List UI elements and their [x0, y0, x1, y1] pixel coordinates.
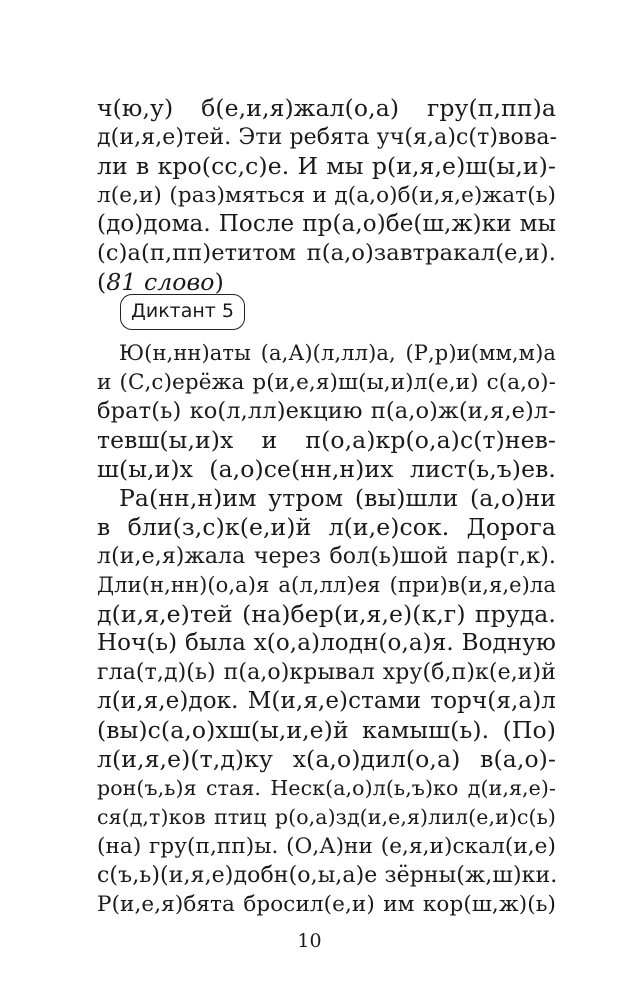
- text-line: Ра(нн,н)им утром (вы)шли (а,о)ни: [119, 484, 556, 512]
- text-line: рон(ъ,ь)я стая. Неск(а,о)л(ь,ъ)ко д(и,я,е)-: [97, 776, 556, 800]
- word-count-line: [97, 268, 556, 297]
- text-line: (на) гру(п,пп)ы. (О,А)ни (е,я,и)скал(и,е): [97, 834, 556, 859]
- text-line: д(и,я,е)тей (на)бер(и,я,е)(к,г) пруда.: [97, 600, 556, 628]
- text-line: (вы)с(а,о)хш(ы,и,е)й камыш(ь). (По): [97, 716, 556, 744]
- text-line: в бли(з,с)к(е,и)й л(и,е)сок. Дорога: [97, 513, 556, 541]
- text-line: брат(ь) ко(л,лл)екцию п(а,о)ж(и,я,е)л-: [97, 398, 556, 424]
- word-count-close: ): [214, 268, 224, 296]
- text-line: с(ъ,ь)(и,я,е)добн(о,ы,а)е зёрны(ж,ш)ки.: [97, 863, 558, 888]
- text-line: ли в кро(сс,с)е. И мы р(и,я,е)ш(ы,и)-: [97, 152, 556, 180]
- text-line: Ю(н,нн)аты (а,А)(л,лл)а, (Р,р)и(мм,м)а: [119, 341, 556, 365]
- text-line: тевш(ы,и)х и п(о,а)кр(о,а)с(т)нев-: [97, 426, 556, 454]
- text-line: Ноч(ь) была х(о,а)лодн(о,а)я. Водную: [97, 630, 556, 656]
- text-line: Дли(н,нн)(о,а)я а(л,лл)ея (при)в(и,я,е)ла: [97, 573, 556, 597]
- text-line: Р(и,е,я)бята бросил(е,и) им кор(ш,ж)(ь): [97, 892, 556, 917]
- text-line: л(и,я,е)(т,д)ку х(а,о)дил(о,а) в(а,о)-: [97, 745, 556, 773]
- text-line: ч(ю,у) б(е,и,я)жал(о,а) гру(п,пп)а: [97, 94, 556, 122]
- text-line: д(и,я,е)тей. Эти ребята уч(я,а)с(т)вова-: [97, 125, 558, 150]
- text-line: (до)дома. После пр(а,о)бе(ш,ж)ки мы: [97, 211, 556, 237]
- text-line: л(е,и) (раз)мяться и д(а,о)б(и,я,е)жат(ь): [97, 183, 556, 208]
- text-line: л(и,я,е)док. М(и,я,е)стами торч(я,а)л: [97, 688, 556, 714]
- text-line: ся(д,т)ков птиц р(о,а)зд(и,е,я)лил(е,и)с(ь): [97, 805, 556, 829]
- word-count-open: (: [97, 268, 107, 296]
- text-line: л(и,е,я)жала через бол(ь)шой пар(г,к).: [97, 544, 556, 569]
- text-line: и (С,с)ерёжа р(и,е,я)ш(ы,и)л(е,и) с(а,о)-: [97, 370, 556, 395]
- text-line: гла(т,д)(ь) п(а,о)крывал хру(б,п)к(е,и)й: [97, 660, 556, 685]
- page-number: 10: [297, 930, 322, 952]
- text-line: ш(ы,и)х (а,о)се(нн,н)их лист(ь,ъ)ев.: [97, 455, 556, 483]
- section-heading: Диктант 5: [120, 294, 245, 330]
- word-count: 81 слово: [106, 268, 215, 296]
- text-line: (с)а(п,пп)етитом п(а,о)завтракал(е,и).: [97, 240, 556, 266]
